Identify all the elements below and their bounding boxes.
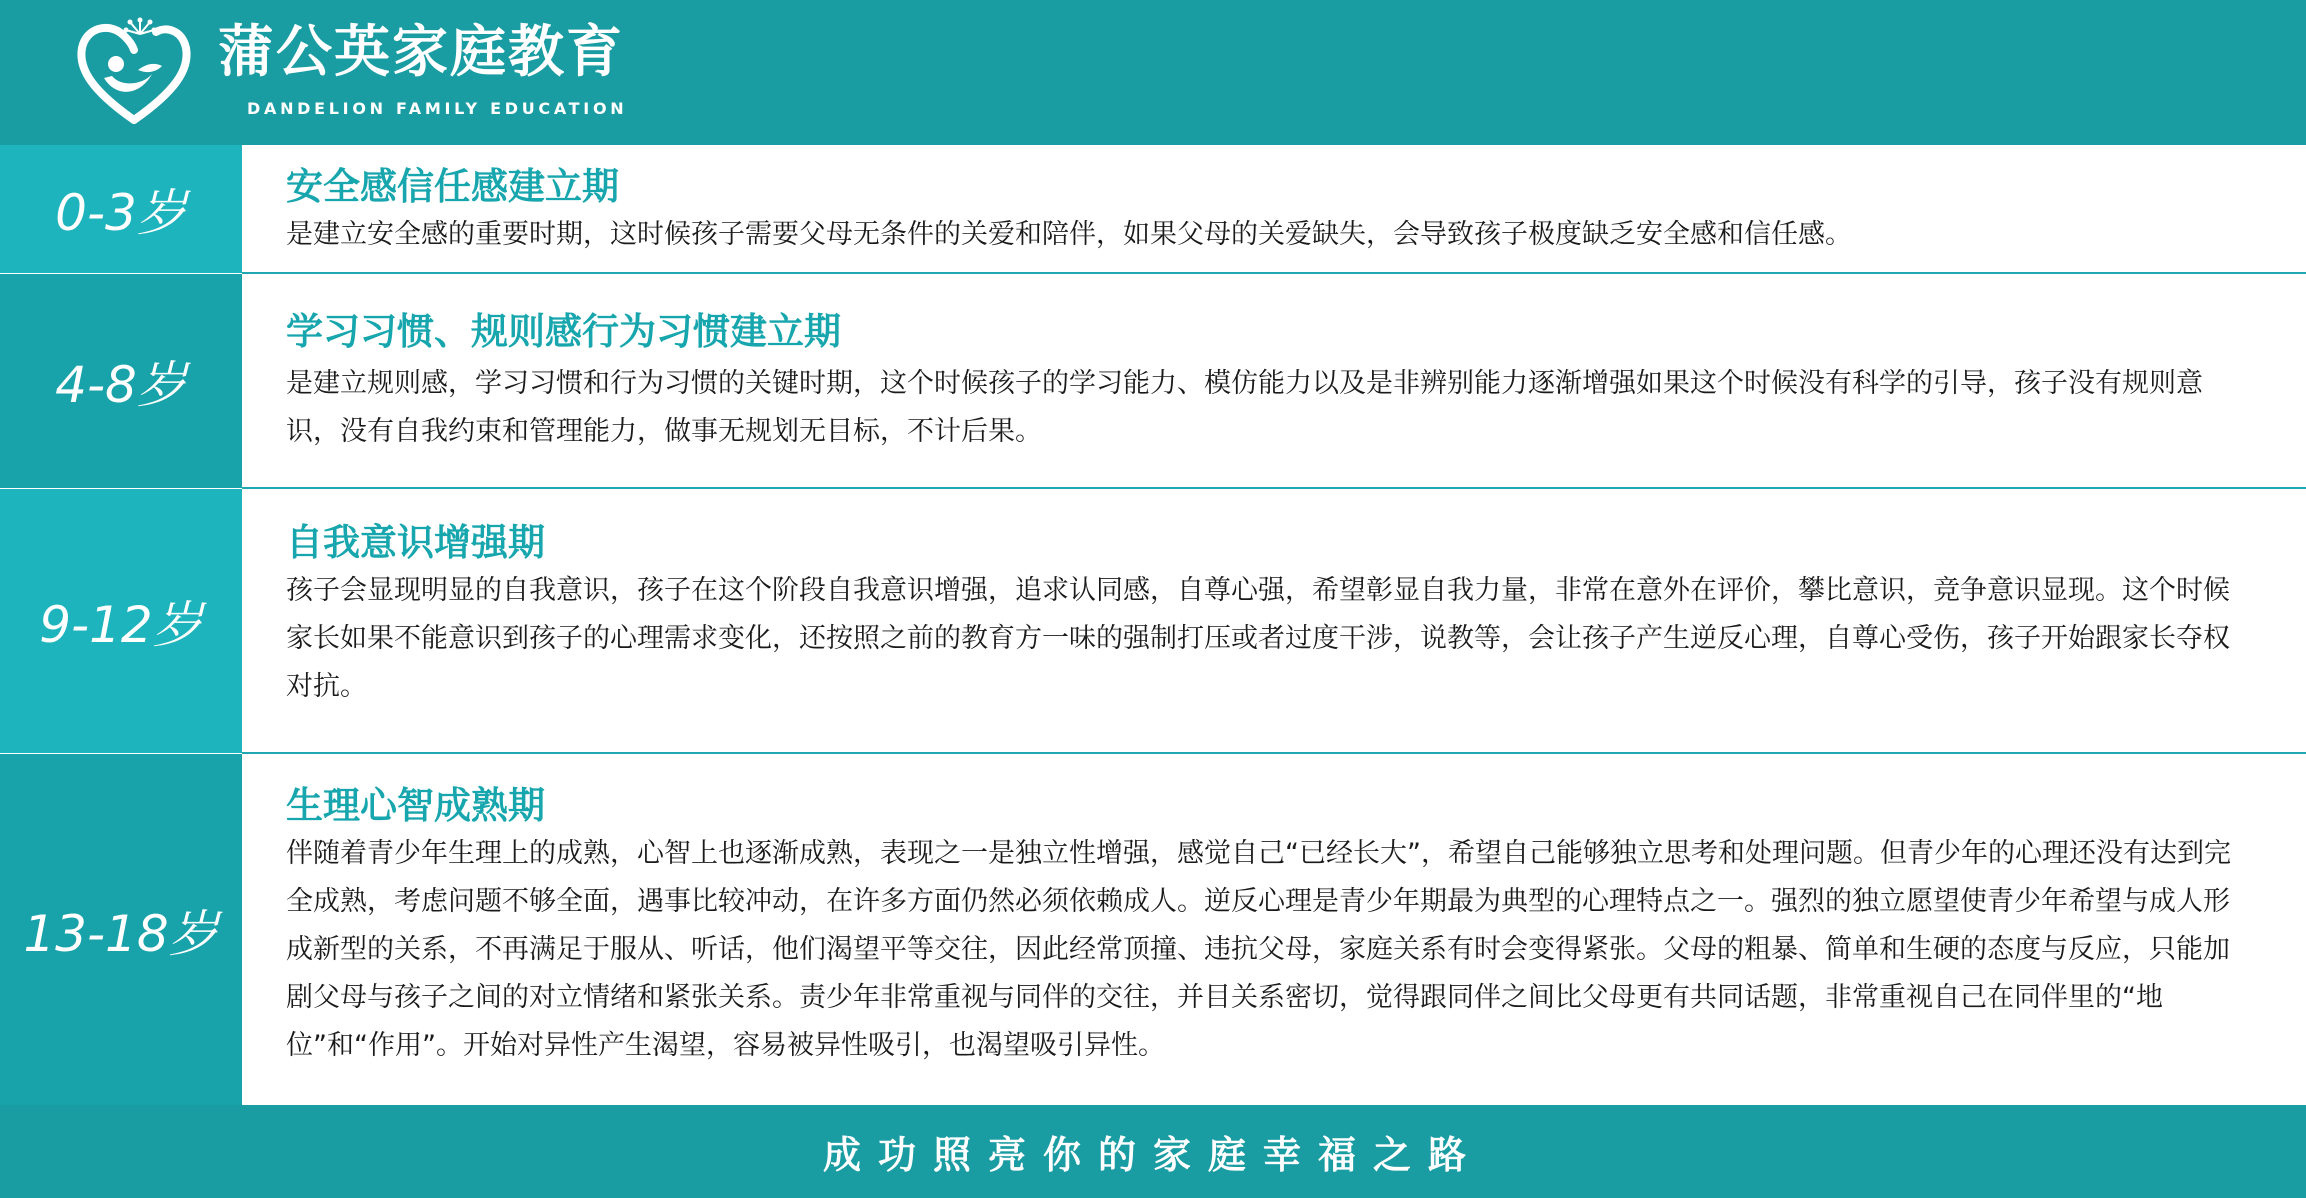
stage-description: 孩子会显现明显的自我意识，孩子在这个阶段自我意识增强，追求认同感，自尊心强，希望彰显自我力量，非常在意外在评价，攀比意识，竞争意识显现。这个时候家长如果不能意识到孩子的心理需求变化，还按照之前的教育方一味的强制打压或者过度干涉，说教等，会让孩子产生逆反心理，自尊心受伤，孩子开始跟家长夺权对抗。 — [286, 575, 2230, 703]
footer-banner — [0, 1105, 2306, 1198]
stage-content — [286, 784, 2256, 1070]
stage-description: 是建立规则感，学习习惯和行为习惯的关键时期，这个时候孩子的学习能力、模仿能力以及是非辨别能力逐渐增强如果这个时候没有科学的引导，孩子没有规则意识，没有自我约束和管理能力，做事无规划无目标，不计后果。 — [286, 368, 2203, 448]
stage-row-13-18 — [0, 754, 2306, 1105]
stage-row-4-8 — [0, 274, 2306, 488]
stage-content — [286, 521, 2256, 711]
stage-title: 安全感信任感建立期 — [286, 165, 619, 208]
stage-description: 是建立安全感的重要时期，这时候孩子需要父母无条件的关爱和陪伴，如果父母的关爱缺失，会导致孩子极度缺乏安全感和信任感。 — [286, 219, 1852, 251]
brand-name: 蒲公英家庭教育 — [218, 20, 624, 85]
stage-content — [286, 310, 2256, 456]
stage-content — [286, 165, 2256, 259]
stage-row-0-3 — [0, 145, 2306, 273]
age-label: 4-8岁 — [0, 274, 242, 488]
dandelion-heart-logo-icon — [74, 12, 194, 132]
stage-row-9-12 — [0, 489, 2306, 753]
stage-title: 生理心智成熟期 — [286, 784, 545, 827]
stage-description: 伴随着青少年生理上的成熟，心智上也逐渐成熟，表现之一是独立性增强，感觉自己“已经长大”，希望自己能够独立思考和处理问题。但青少年的心理还没有达到完全成熟，考虑问题不够全面，遇事比较冲动，在许多方面仍然必须依赖成人。逆反心理是青少年期最为典型的心理特点之一。强烈的独立愿望使青少年希望与成人形成新型的关系，不再满足于服从、听话，他们渴望平等交往，因此经常顶撞、违抗父母，家庭关系有时会变得紧张。父母的粗暴、简单和生硬的态度与反应，只能加剧父母与孩子之间的对立情绪和紧张关系。责少年非常重视与同伴的交往，并目关系密切，觉得跟同伴之间比父母更有共同话题，非常重视自己在同伴里的“地位”和“作用”。开始对异性产生渴望，容易被异性吸引，也渴望吸引异性。 — [286, 838, 2231, 1062]
stage-title: 学习习惯、规则感行为习惯建立期 — [286, 310, 841, 353]
header-banner — [0, 0, 2306, 145]
stage-title: 自我意识增强期 — [286, 521, 545, 564]
age-label: 9-12岁 — [0, 489, 242, 753]
age-label: 0-3岁 — [0, 145, 242, 273]
footer-slogan: 成功照亮你的家庭幸福之路 — [822, 1133, 1483, 1177]
brand-subtitle: DANDELION FAMILY EDUCATION — [247, 99, 628, 118]
age-label: 13-18岁 — [0, 754, 242, 1105]
